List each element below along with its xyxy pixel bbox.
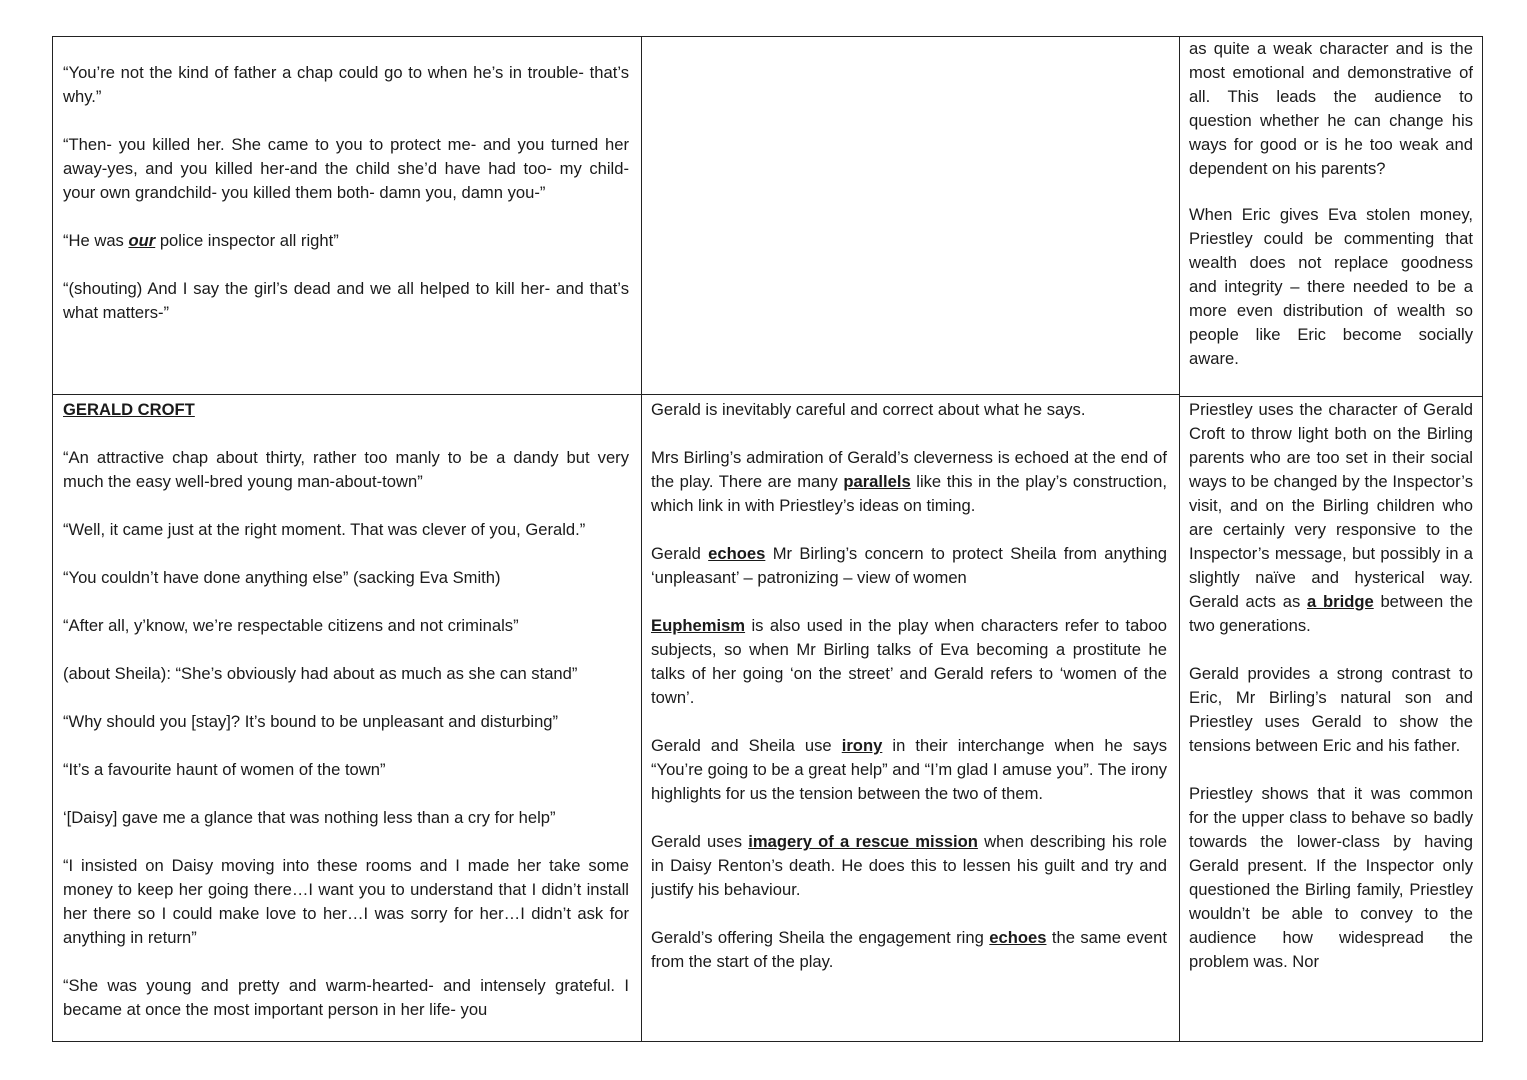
quote: “After all, y’know, we’re respectable citizens and not criminals” [63,616,519,635]
analysis-paragraph [1189,398,1473,638]
key-term: echoes [708,544,766,563]
key-term: parallels [843,472,911,491]
text-run: Mr Birling’s concern to protect Sheila from anything ‘unpleasant’ – patronizing – view of women [651,544,1167,587]
technique-paragraph [651,542,1167,590]
technique-paragraph [651,830,1167,902]
gerald-techniques-cell [651,398,1167,1041]
key-term: irony [841,736,883,755]
technique-list [651,398,1167,974]
column-divider-1 [641,37,642,1041]
analysis-paragraph [1189,662,1473,758]
notes-table [52,36,1483,1042]
quote: “He was our police inspector all right” [63,231,339,250]
text-run: Gerald’s offering Sheila the engagement ring [651,928,990,947]
text-run: Priestley shows that it was common for the upper class to behave so badly towards the lower-class by having Gerald present. If the Inspector only questioned the Birling family, Priestley wouldn’t be able to convey to the audience how widespread the problem was. Nor [1189,784,1473,971]
row-divider [53,394,1179,395]
eric-analysis-cell [1189,37,1473,371]
text-run: Gerald uses [651,832,749,851]
row-divider-right [1179,396,1482,397]
quote: “You couldn’t have done anything else” (sacking Eva Smith) [63,568,501,587]
quote: “I insisted on Daisy moving into these rooms and I made her take some money to keep her going there…I want you to understand that I didn’t install her there so I could make love to her…I was sorry for her…I didn’t ask for anything in return” [63,856,629,947]
analysis-paragraph: When Eric gives Eva stolen money, Priestley could be commenting that wealth does not replace goodness and integrity – there needed to be a more even distribution of wealth so people like Eric become socially aware. [1189,205,1473,368]
technique-paragraph [651,614,1167,710]
gerald-quote-list [63,446,629,1022]
key-term: echoes [989,928,1047,947]
text-run: is also used in the play when characters refer to taboo subjects, so when Mr Birling talks of Eva becoming a prostitute he talks of her going ‘on the street’ and Gerald refers to ‘women of the town’. [651,616,1167,707]
text-run: in their interchange when he says “You’re going to be a great help” and “I’m glad I amuse you”. The irony highlights for us the tension between the two of them. [651,736,1167,803]
text-run: Gerald [651,544,709,563]
column-divider-2 [1179,37,1180,1041]
text-run: Gerald is inevitably careful and correct about what he says. [651,400,1086,419]
key-term: a bridge [1307,592,1374,611]
quote: “She was young and pretty and warm-hearted- and intensely grateful. I became at once the most important person in her life- you [63,976,629,1019]
text-run: between the two generations. [1189,592,1473,635]
gerald-quotes-cell [63,398,629,1041]
technique-paragraph [651,446,1167,518]
text-run: the same event from the start of the play. [651,928,1167,971]
text-run: Gerald and Sheila use [651,736,842,755]
quote: “An attractive chap about thirty, rather too manly to be a dandy but very much the easy well-bred young man-about-town” [63,448,629,491]
technique-paragraph [651,734,1167,806]
key-term: imagery of a rescue mission [748,832,978,851]
text-run: when describing his role in Daisy Renton’s death. He does this to lessen his guilt and try and justify his behaviour. [651,832,1167,899]
analysis-paragraph: as quite a weak character and is the most emotional and demonstrative of all. This leads the audience to question whether he can change his ways for good or is he too weak and dependent on his parents? [1189,39,1473,178]
gerald-analysis-cell [1189,398,1473,1041]
text-run: Priestley uses the character of Gerald Croft to throw light both on the Birling parents who are too set in their social ways to be changed by the Inspector’s visit, and on the Birling children who are certainly very responsive to the Inspector’s message, but possibly in a slightly naïve and hysterical way. Gerald acts as [1189,400,1473,611]
text-run: Gerald provides a strong contrast to Eric, Mr Birling’s natural son and Priestley uses Gerald to show the tensions between Eric and his father. [1189,664,1473,755]
quote: (about Sheila): “She’s obviously had about as much as she can stand” [63,664,578,683]
technique-paragraph [651,398,1167,422]
quote: “It’s a favourite haunt of women of the town” [63,760,386,779]
eric-quotes-cell [63,61,629,325]
technique-paragraph [651,926,1167,974]
quote: “(shouting) And I say the girl’s dead and we all helped to kill her- and that’s what matters-” [63,279,629,322]
character-heading: GERALD CROFT [63,400,195,419]
gerald-analysis-list [1189,398,1473,974]
quote: “Then- you killed her. She came to you to protect me- and you turned her away-yes, and you killed her-and the child she’d have had too- my child- your own grandchild- you killed them both- damn you, damn you-” [63,135,629,202]
quote: “Why should you [stay]? It’s bound to be unpleasant and disturbing” [63,712,559,731]
key-term: Euphemism [651,616,746,635]
text-run: like this in the play’s construction, which link in with Priestley’s ideas on timing. [651,472,1167,515]
quote: “Well, it came just at the right moment. That was clever of you, Gerald.” [63,520,586,539]
quote: ‘[Daisy] gave me a glance that was nothing less than a cry for help” [63,808,556,827]
analysis-paragraph [1189,782,1473,974]
text-run: Mrs Birling’s admiration of Gerald’s cleverness is echoed at the end of the play. There are many [651,448,1167,491]
quote: “You’re not the kind of father a chap could go to when he’s in trouble- that’s why.” [63,63,629,106]
